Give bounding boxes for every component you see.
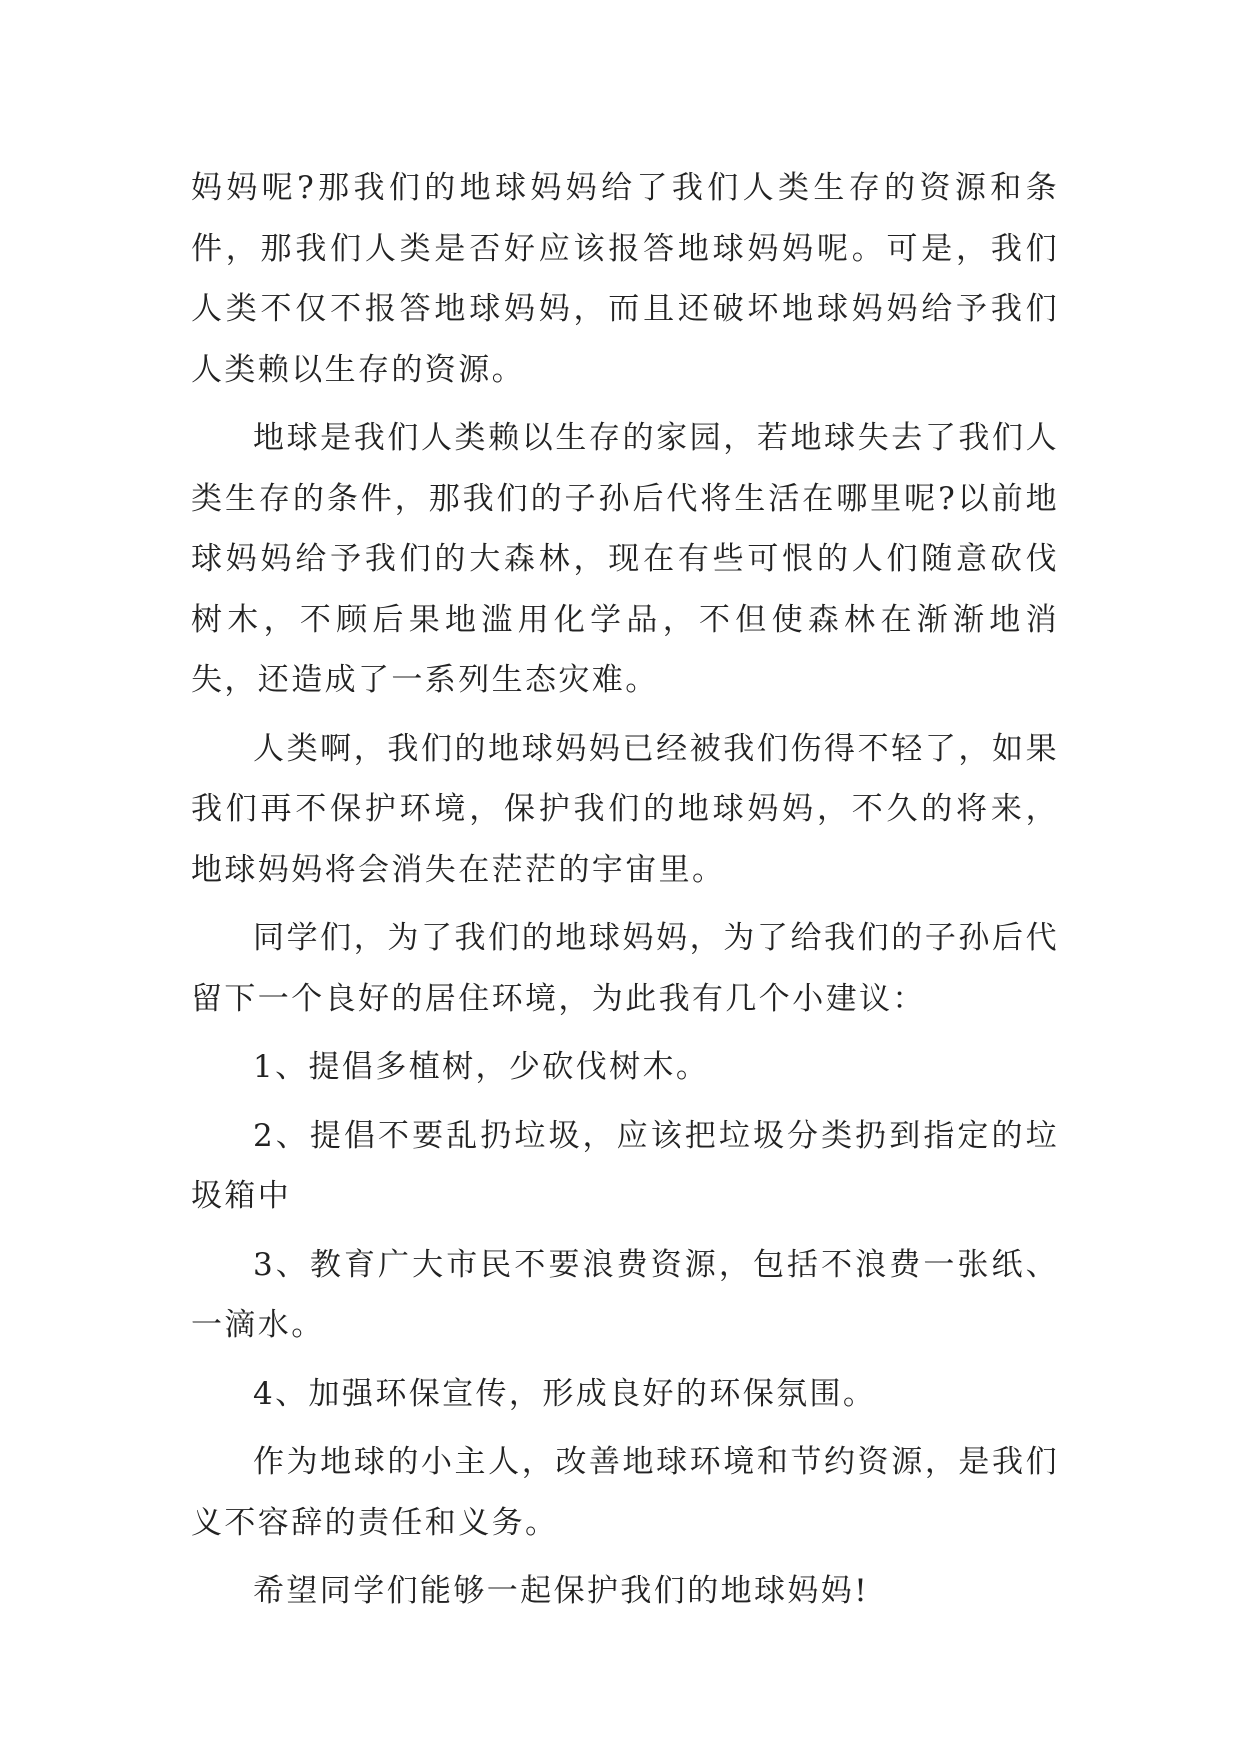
paragraph: 地球是我们人类赖以生存的家园，若地球失去了我们人类生存的条件，那我们的子孙后代将生活在哪里呢?以前地球妈妈给予我们的大森林，现在有些可恨的人们随意砍伐树木，不顾后果地滥用化学品，不但使森林在渐渐地消失，还造成了一系列生态灾难。 [191,420,1059,698]
document-body [191,158,1059,1630]
suggestion-item: 4、加强环保宣传，形成良好的环保氛围。 [253,1375,877,1412]
paragraph: 人类啊，我们的地球妈妈已经被我们伤得不轻了，如果我们再不保护环境，保护我们的地球妈妈，不久的将来，地球妈妈将会消失在茫茫的宇宙里。 [191,730,1059,888]
suggestion-item: 1、提倡多植树，少砍伐树木。 [253,1049,710,1085]
paragraph: 同学们，为了我们的地球妈妈，为了给我们的子孙后代留下一个良好的居住环境，为此我有几个小建议： [191,920,1059,1017]
paragraph: 作为地球的小主人，改善地球环境和节约资源，是我们义不容辞的责任和义务。 [191,1444,1059,1541]
suggestion-item: 2、提倡不要乱扔垃圾，应该把垃圾分类扔到指定的垃圾箱中 [191,1117,1059,1214]
suggestion-item: 3、教育广大市民不要浪费资源，包括不浪费一张纸、一滴水。 [191,1246,1059,1343]
closing-paragraph: 希望同学们能够一起保护我们的地球妈妈! [253,1573,870,1609]
paragraph-continuation: 妈妈呢?那我们的地球妈妈给了我们人类生存的资源和条件，那我们人类是否好应该报答地球妈妈呢。可是，我们人类不仅不报答地球妈妈，而且还破坏地球妈妈给予我们人类赖以生存的资源。 [191,170,1059,388]
